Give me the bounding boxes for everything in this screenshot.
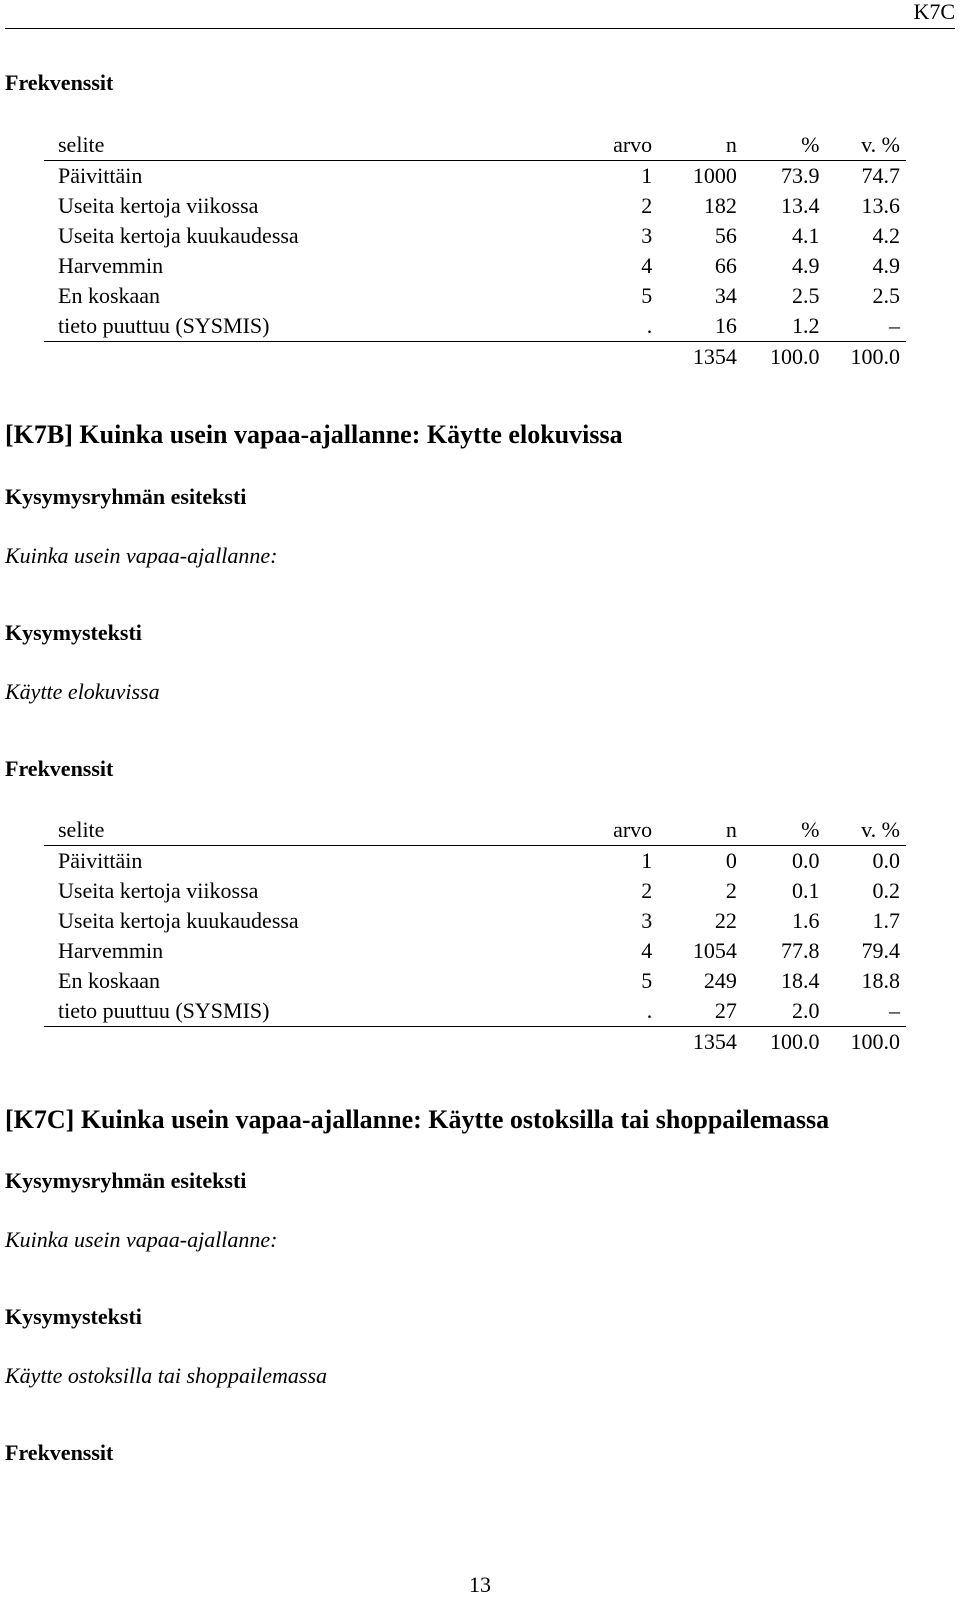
cell-arvo: 2: [641, 193, 653, 218]
table-row: [44, 251, 906, 281]
running-head: [5, 0, 955, 29]
cell-vpct: 79.4: [861, 938, 900, 963]
cell-selite: tieto puuttuu (SYSMIS): [58, 998, 270, 1023]
cell-pct: 18.4: [780, 968, 820, 993]
total-n: 1354: [692, 1029, 737, 1054]
group-intro-heading-k7b: Kysymysryhmän esiteksti: [5, 484, 247, 509]
table-row: [44, 281, 906, 311]
cell-n: 16: [714, 313, 737, 338]
frequencies-heading-k7b: Frekvenssit: [5, 756, 114, 781]
table-row: [44, 906, 906, 936]
group-intro-heading-k7c: Kysymysryhmän esiteksti: [5, 1168, 247, 1193]
cell-arvo: 4: [641, 938, 653, 963]
cell-vpct: –: [889, 313, 900, 338]
table-header-row: [44, 130, 906, 161]
cell-selite: En koskaan: [58, 283, 161, 308]
cell-vpct: 0.2: [872, 878, 900, 903]
group-intro-text-k7c: Kuinka usein vapaa-ajallanne:: [5, 1227, 278, 1252]
table-row: [44, 996, 906, 1027]
cell-selite: Useita kertoja viikossa: [58, 193, 259, 218]
cell-pct: 0.1: [791, 878, 820, 903]
frequency-table-1: [44, 130, 906, 372]
cell-pct: 73.9: [780, 163, 820, 188]
cell-n: 1054: [692, 938, 737, 963]
cell-arvo: 5: [641, 968, 653, 993]
cell-selite: Harvemmin: [58, 938, 164, 963]
cell-n: 34: [714, 283, 737, 308]
cell-vpct: 0.0: [872, 848, 900, 873]
frequencies-heading-k7c: Frekvenssit: [5, 1440, 114, 1465]
cell-arvo: 3: [641, 223, 653, 248]
table-row: [44, 846, 906, 877]
table-total-row: [44, 1027, 906, 1058]
table-header-row: [44, 815, 906, 846]
section-title-k7c: [K7C] Kuinka usein vapaa-ajallanne: Käytte ostoksilla tai shoppailemassa: [5, 1105, 830, 1134]
col-header-arvo: arvo: [613, 817, 653, 842]
table-row: [44, 876, 906, 906]
cell-n: 22: [714, 908, 737, 933]
col-header-selite: selite: [58, 817, 105, 842]
question-heading-k7b: Kysymysteksti: [5, 620, 142, 645]
cell-arvo: .: [646, 313, 653, 338]
table-row: [44, 966, 906, 996]
cell-n: 182: [703, 193, 737, 218]
col-header-n: n: [725, 817, 737, 842]
table-row: [44, 191, 906, 221]
group-intro-text-k7b: Kuinka usein vapaa-ajallanne:: [5, 543, 278, 568]
cell-arvo: 1: [641, 848, 653, 873]
frequency-table-k7b: [44, 815, 906, 1057]
section-title-k7b: [K7B] Kuinka usein vapaa-ajallanne: Käytte elokuvissa: [5, 420, 623, 449]
cell-pct: 13.4: [780, 193, 820, 218]
cell-n: 2: [725, 878, 737, 903]
cell-selite: En koskaan: [58, 968, 161, 993]
cell-pct: 4.9: [791, 253, 820, 278]
cell-pct: 2.5: [791, 283, 820, 308]
cell-pct: 2.0: [791, 998, 820, 1023]
cell-vpct: 1.7: [872, 908, 900, 933]
col-header-arvo: arvo: [613, 132, 653, 157]
frequencies-heading-1: Frekvenssit: [5, 70, 114, 95]
cell-n: 66: [714, 253, 737, 278]
cell-vpct: 18.8: [861, 968, 900, 993]
cell-pct: 1.2: [791, 313, 820, 338]
total-vpct: 100.0: [850, 1029, 900, 1054]
question-text-k7c: Käytte ostoksilla tai shoppailemassa: [5, 1363, 328, 1388]
cell-vpct: 4.2: [872, 223, 900, 248]
cell-selite: Useita kertoja viikossa: [58, 878, 259, 903]
table-row: [44, 221, 906, 251]
total-vpct: 100.0: [850, 344, 900, 369]
total-pct: 100.0: [769, 1029, 820, 1054]
cell-pct: 4.1: [791, 223, 820, 248]
cell-selite: Harvemmin: [58, 253, 164, 278]
cell-vpct: –: [889, 998, 900, 1023]
table-total-row: [44, 342, 906, 373]
table-row: [44, 311, 906, 342]
total-pct: 100.0: [769, 344, 820, 369]
col-header-pct: %: [801, 132, 820, 157]
cell-n: 0: [725, 848, 737, 873]
col-header-vpct: v. %: [861, 132, 900, 157]
cell-arvo: .: [646, 998, 653, 1023]
col-header-vpct: v. %: [861, 817, 900, 842]
cell-arvo: 3: [641, 908, 653, 933]
cell-selite: Päivittäin: [58, 163, 143, 188]
cell-pct: 77.8: [780, 938, 820, 963]
cell-selite: Useita kertoja kuukaudessa: [58, 223, 299, 248]
cell-n: 27: [714, 998, 737, 1023]
col-header-selite: selite: [58, 132, 105, 157]
cell-n: 1000: [692, 163, 737, 188]
col-header-n: n: [725, 132, 737, 157]
cell-selite: Useita kertoja kuukaudessa: [58, 908, 299, 933]
cell-vpct: 74.7: [861, 163, 900, 188]
cell-n: 56: [714, 223, 737, 248]
col-header-pct: %: [801, 817, 820, 842]
cell-arvo: 4: [641, 253, 653, 278]
cell-arvo: 2: [641, 878, 653, 903]
question-text-k7b: Käytte elokuvissa: [5, 679, 160, 704]
cell-n: 249: [703, 968, 737, 993]
table-row: [44, 936, 906, 966]
cell-arvo: 5: [641, 283, 653, 308]
running-head-label: K7C: [913, 0, 955, 24]
cell-selite: tieto puuttuu (SYSMIS): [58, 313, 270, 338]
cell-vpct: 4.9: [872, 253, 900, 278]
page-number: 13: [469, 1572, 491, 1597]
cell-vpct: 13.6: [861, 193, 900, 218]
total-n: 1354: [692, 344, 737, 369]
cell-pct: 0.0: [791, 848, 820, 873]
table-row: [44, 161, 906, 192]
cell-selite: Päivittäin: [58, 848, 143, 873]
cell-arvo: 1: [641, 163, 653, 188]
cell-vpct: 2.5: [872, 283, 900, 308]
cell-pct: 1.6: [791, 908, 820, 933]
question-heading-k7c: Kysymysteksti: [5, 1304, 142, 1329]
